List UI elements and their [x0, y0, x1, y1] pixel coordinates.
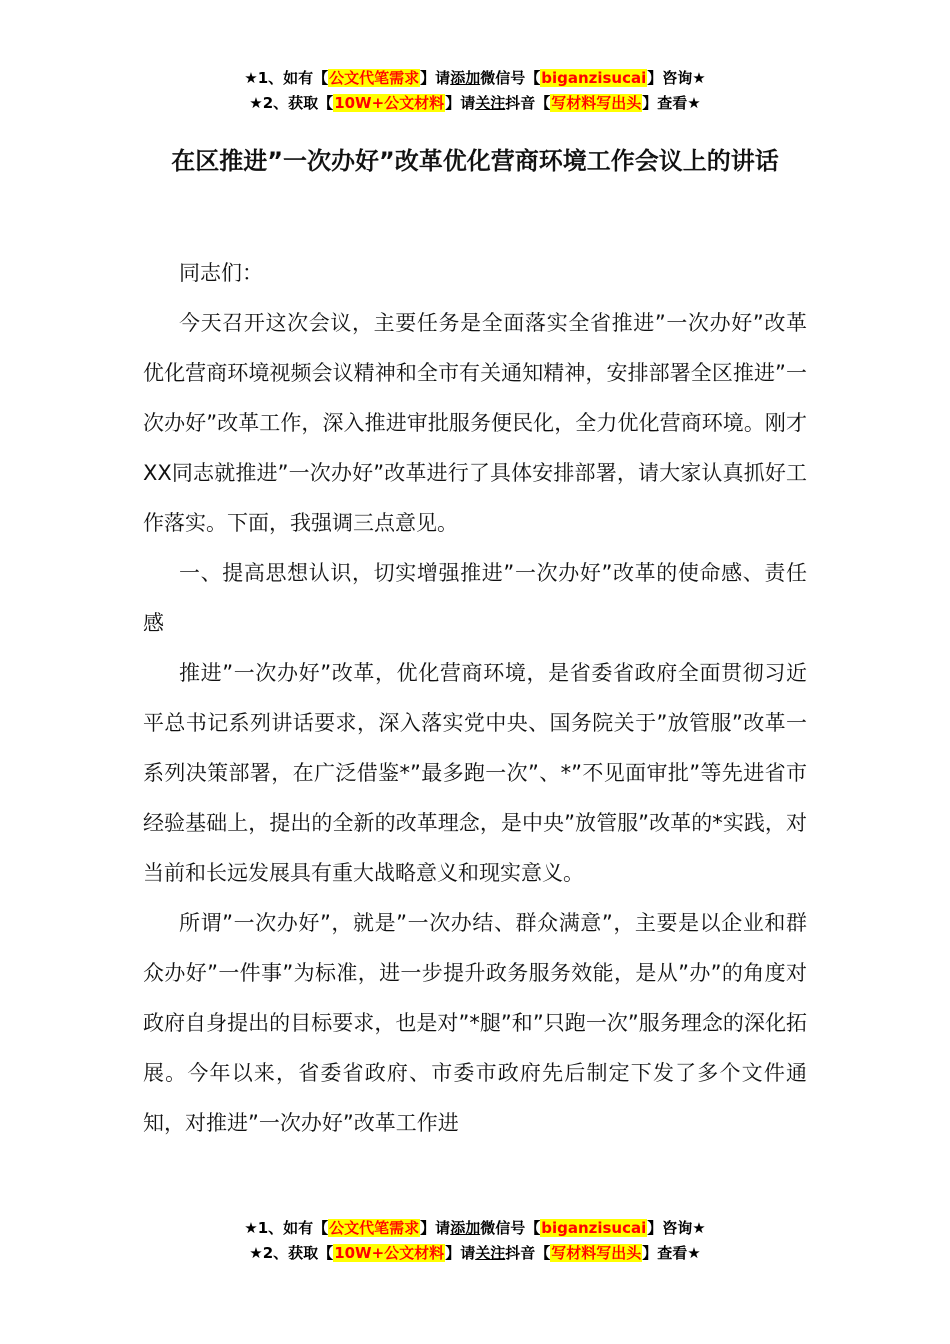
highlight-service: 公文代笔需求 — [329, 69, 420, 87]
highlight-douyin-account: 写材料写出头 — [551, 94, 642, 112]
document-body — [143, 248, 807, 1148]
paragraph: 所谓”一次办好”，就是”一次办结、群众满意”，主要是以企业和群众办好”一件事”为标准，进一步提升政务服务效能，是从”办”的角度对政府自身提出的目标要求，也是对”*腿”和”只跑一次”服务理念的深化拓展。今年以来，省委省政府、市委市政府先后制定下发了多个文件通知，对推进”一次办好”改革工作进 — [143, 911, 807, 1135]
banner-line-1: ★1、如有【公文代笔需求】请添加微信号【biganzisucai】咨询★ — [244, 1219, 706, 1237]
paragraph: 今天召开这次会议，主要任务是全面落实全省推进”一次办好”改革优化营商环境视频会议精神和全市有关通知精神，安排部署全区推进”一次办好”改革工作，深入推进审批服务便民化，全力优化营商环境。刚才XX同志就推进”一次办好”改革进行了具体安排部署，请大家认真抓好工作落实。下面，我强调三点意见。 — [143, 311, 807, 535]
highlight-materials: 10W+公文材料 — [334, 94, 445, 112]
highlight-wechat-id: biganzisucai — [541, 69, 647, 87]
banner-line-2: ★2、获取【10W+公文材料】请关注抖音【写材料写出头】查看★ — [249, 94, 701, 112]
highlight-service: 公文代笔需求 — [329, 1219, 420, 1237]
paragraph: 推进”一次办好”改革，优化营商环境，是省委省政府全面贯彻习近平总书记系列讲话要求，深入落实党中央、国务院关于”放管服”改革一系列决策部署，在广泛借鉴*”最多跑一次”、*”不见面审批”等先进省市经验基础上，提出的全新的改革理念，是中央”放管服”改革的*实践，对当前和长远发展具有重大战略意义和现实意义。 — [143, 661, 807, 885]
banner-line-2: ★2、获取【10W+公文材料】请关注抖音【写材料写出头】查看★ — [249, 1244, 701, 1262]
document-title: 在区推进”一次办好”改革优化营商环境工作会议上的讲话 — [171, 147, 779, 175]
banner-line-1: ★1、如有【公文代笔需求】请添加微信号【biganzisucai】咨询★ — [244, 69, 706, 87]
paragraph-salutation: 同志们： — [179, 261, 263, 285]
section-heading: 一、提高思想认识，切实增强推进”一次办好”改革的使命感、责任感 — [143, 561, 807, 635]
header-banner — [0, 66, 950, 116]
footer-banner — [0, 1216, 950, 1266]
highlight-douyin-account: 写材料写出头 — [551, 1244, 642, 1262]
highlight-materials: 10W+公文材料 — [334, 1244, 445, 1262]
highlight-wechat-id: biganzisucai — [541, 1219, 647, 1237]
